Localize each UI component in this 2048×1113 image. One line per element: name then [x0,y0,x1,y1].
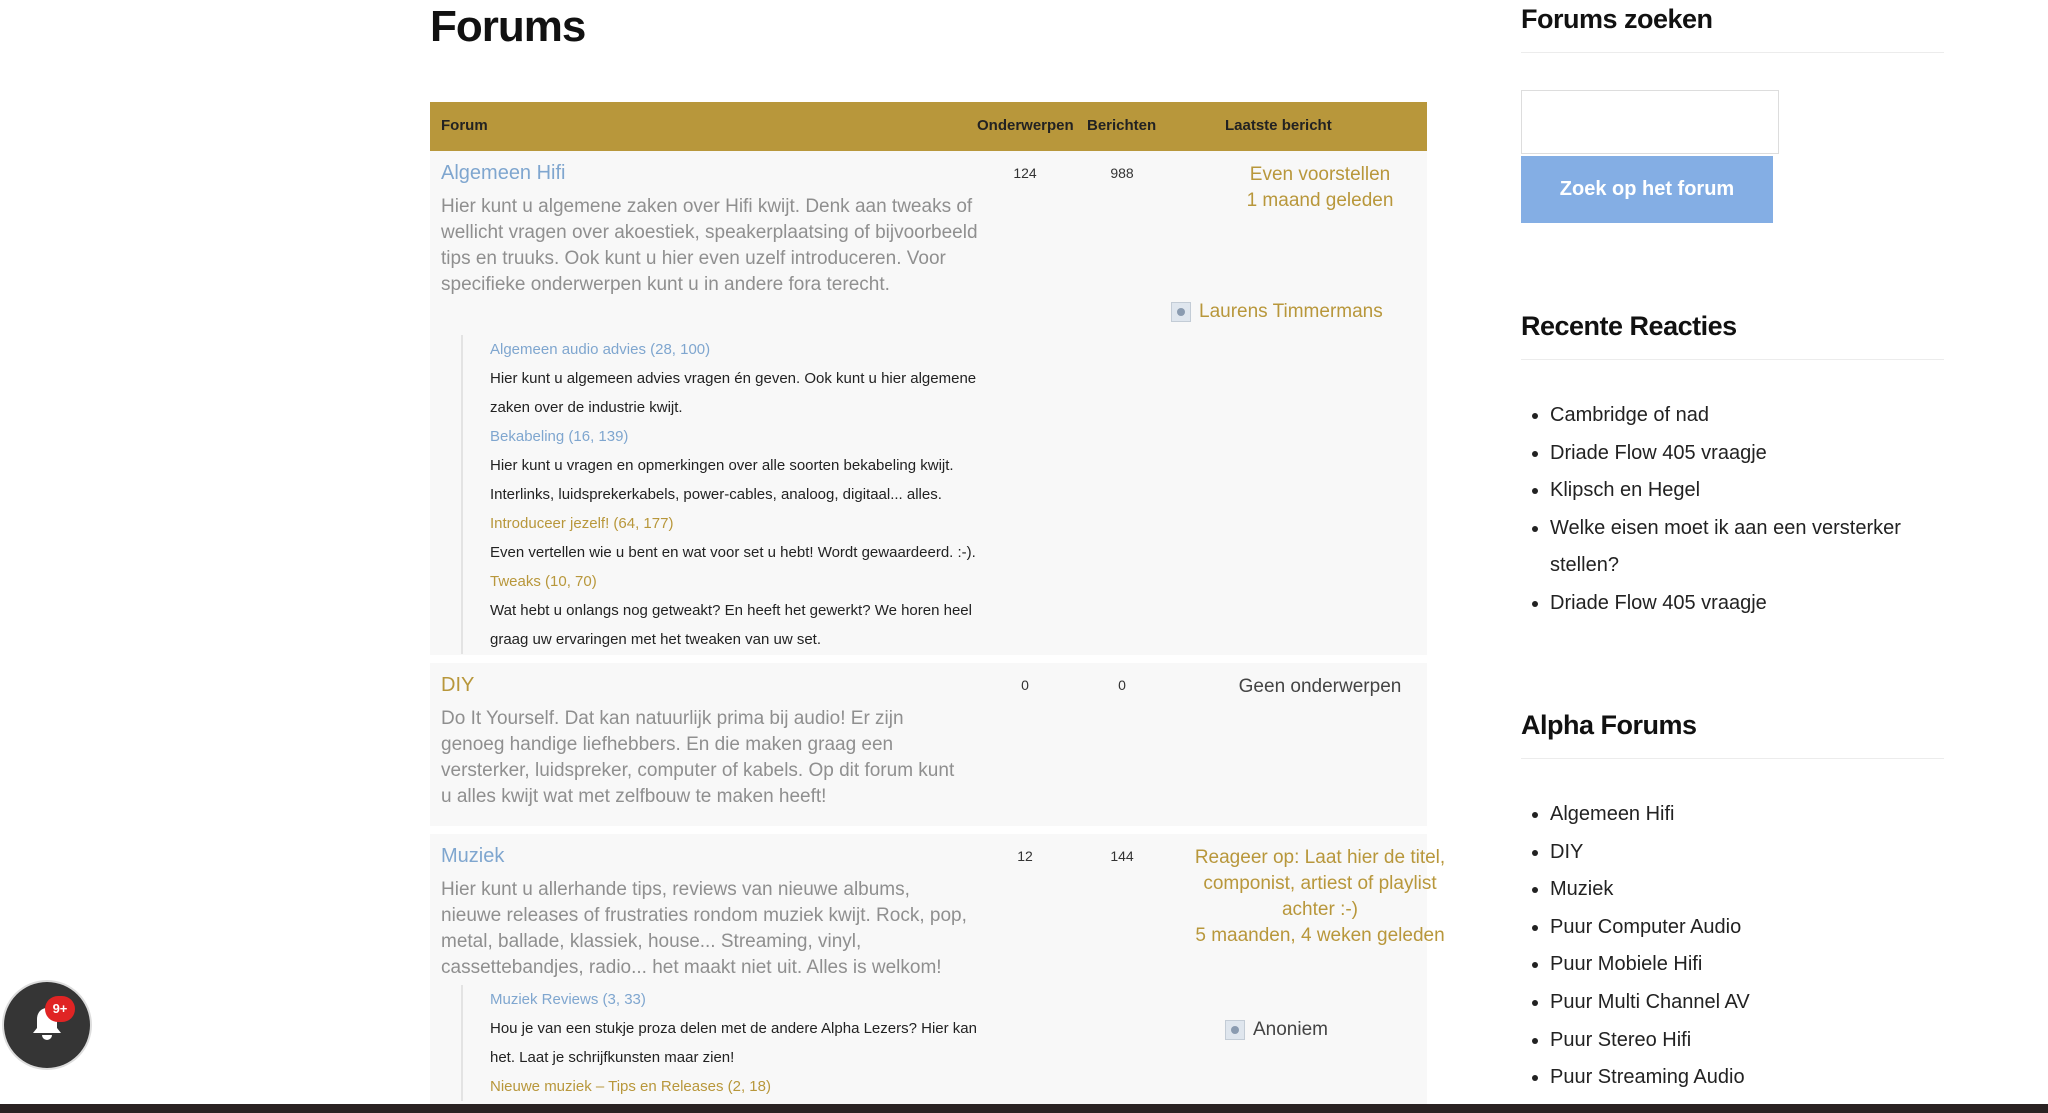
last-post [1190,845,1450,949]
avatar-icon [1171,302,1191,322]
forum-row [430,151,1427,655]
author-name: Laurens Timmermans [1199,301,1383,322]
subforum-description: Hou je van een stukje proza delen met de andere Alpha Lezers? Hier kan het. Laat je schrijfkunsten maar zien! [490,1020,977,1066]
forum-title-link[interactable]: Muziek [441,845,505,867]
recent-item[interactable]: • Klipsch en Hegel [1550,472,1950,510]
forum-description: Hier kunt u allerhande tips, reviews van nieuwe albums, nieuwe releases of frustraties rondom muziek kwijt. Rock, pop, metal, ballade, klassiek, house... Streaming, vinyl, cassettebandjes, radio... het maakt niet uit. Alles is welkom! [441,879,967,978]
table-header [430,102,1427,151]
divider [1521,758,1944,759]
subforum-link[interactable]: Introduceer jezelf! (64, 177) [490,515,674,532]
subforum-link[interactable]: Bekabeling (16, 139) [490,428,629,445]
subforum-link[interactable]: Tweaks (10, 70) [490,573,597,590]
header-topics: Onderwerpen [977,117,1074,134]
forum-description: Hier kunt u algemene zaken over Hifi kwijt. Denk aan tweaks of wellicht vragen over akoestiek, speakerplaatsing of bijvoorbeeld tips en truuks. Ook kunt u hier even uzelf introduceren. Voor specifieke onderwerpen kunt u in andere fora terecht. [441,196,978,295]
last-post-time-link[interactable]: 5 maanden, 4 weken geleden [1195,925,1445,946]
subforum-description: Even vertellen wie u bent en wat voor set u hebt! Wordt gewaardeerd. :-). [490,544,976,561]
alpha-forum-item[interactable]: • Muziek [1550,871,1950,909]
alpha-forum-item[interactable]: • DIY [1550,834,1950,872]
forum-table [430,102,1446,1107]
topics-count: 0 [1021,677,1029,693]
forum-search-button[interactable]: Zoek op het forum [1521,156,1773,223]
last-post [1170,162,1470,214]
alpha-forum-item[interactable]: • Puur Mobiele Hifi [1550,946,1950,984]
posts-count: 144 [1110,848,1134,864]
last-post-title-link[interactable]: Reageer op: Laat hier de titel, componist, artiest of playlist achter :-) [1194,847,1446,920]
header-forum: Forum [441,117,488,134]
last-post-author [1225,1019,1328,1041]
recent-list [1521,397,1950,623]
forum-row [430,663,1427,826]
forum-title-link[interactable]: DIY [441,674,475,696]
alpha-forum-item[interactable]: • Puur Multi Channel AV [1550,984,1950,1022]
last-post-author[interactable] [1171,301,1383,323]
subforum-description: Wat hebt u onlangs nog getweakt? En heeft het gewerkt? We horen heel graag uw ervaringen met het tweaken van uw set. [490,602,972,648]
alpha-forum-item[interactable]: • Puur Computer Audio [1550,909,1950,947]
posts-count: 988 [1110,165,1134,181]
bottom-bar [0,1104,2048,1113]
recent-item[interactable]: • Driade Flow 405 vraagje [1550,435,1950,473]
subforum-description: Hier kunt u algemeen advies vragen én geven. Ook kunt u hier algemene zaken over de industrie kwijt. [490,370,977,416]
subforum-link[interactable]: Nieuwe muziek – Tips en Releases (2, 18) [490,1078,771,1095]
author-name: Anoniem [1253,1019,1328,1040]
subforum-link[interactable]: Muziek Reviews (3, 33) [490,991,646,1008]
alpha-forum-item[interactable]: • Algemeen Hifi [1550,796,1950,834]
alpha-forum-item[interactable]: • Puur Stereo Hifi [1550,1022,1950,1060]
last-post [1170,674,1470,700]
topics-count: 12 [1017,848,1033,864]
header-last-post: Laatste bericht [1225,117,1332,134]
forum-title-link[interactable]: Algemeen Hifi [441,162,566,184]
notification-button[interactable] [4,982,90,1068]
divider [1521,359,1944,360]
recent-heading: Recente Reacties [1521,311,1737,341]
forum-description: Do It Yourself. Dat kan natuurlijk prima bij audio! Er zijn genoeg handige liefhebbers. En die maken graag een versterker, luidspreker, computer of kabels. Op dit forum kunt u alles kwijt wat met zelfbouw te maken heeft! [441,708,955,807]
notification-badge: 9+ [45,996,75,1022]
recent-item[interactable]: • Cambridge of nad [1550,397,1950,435]
last-post-title-link[interactable]: Even voorstellen [1249,164,1391,185]
header-posts: Berichten [1087,117,1157,134]
divider [1521,52,1944,53]
alpha-forums-heading: Alpha Forums [1521,710,1697,740]
no-topics-text: Geen onderwerpen [1238,676,1402,697]
avatar-icon [1225,1020,1245,1040]
alpha-forum-item[interactable]: • Puur Streaming Audio [1550,1059,1950,1097]
topics-count: 124 [1013,165,1037,181]
last-post-time-link[interactable]: 1 maand geleden [1246,190,1394,211]
search-heading: Forums zoeken [1521,4,1713,34]
recent-item[interactable]: • Driade Flow 405 vraagje [1550,585,1950,623]
forum-search-input[interactable] [1521,90,1779,154]
subforum-description: Hier kunt u vragen en opmerkingen over alle soorten bekabeling kwijt. Interlinks, luidsprekerkabels, power-cables, analoog, digitaal... alles. [490,457,954,503]
alpha-forums-list [1521,796,1950,1097]
forum-row [430,834,1446,1107]
subforum-list [461,335,990,654]
subforum-link[interactable]: Algemeen audio advies (28, 100) [490,341,711,358]
posts-count: 0 [1118,677,1126,693]
page-title: Forums [430,2,586,51]
recent-item[interactable]: • Welke eisen moet ik aan een versterker stellen? [1550,510,1950,585]
subforum-list [461,985,990,1101]
